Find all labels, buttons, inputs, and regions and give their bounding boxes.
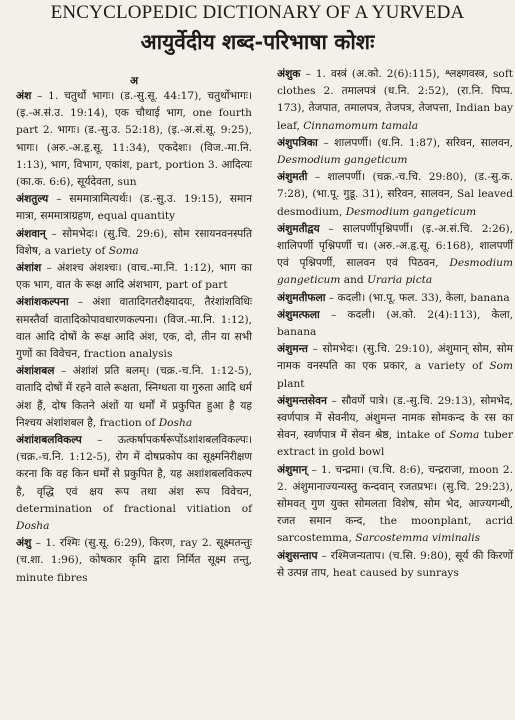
dictionary-entry (16, 260, 252, 294)
entry-headword: अंशुपत्रिका (277, 136, 318, 149)
entry-text: – 1. चन्द्रमा। (च.चि. 8:6), चन्द्रराजा, moon 2. 2. अंशुमानाज्यन्यस्तु कन्दवान् रजतप्रभः। (सु.चि. 29:23), सोमवत् गुण युक्त सोमलता विशेष, सोम भेद, आज्यगन्धी, रजत समान कन्द, the moonplant, acrid sarcostemma, (277, 463, 513, 545)
entry-headword: अंशुमन्त (277, 343, 308, 356)
entry-text: – सोमभेदः। (सु.चि. 29:10), अंशुमान् सोम, सोम नामक वनस्पति का एक प्रकार, a variety of (277, 343, 513, 373)
dictionary-entry (16, 88, 252, 191)
dictionary-entry (277, 290, 513, 307)
entry-italic: Sarcostemma viminalis (355, 532, 481, 545)
entry-text: – अंशा वातादिगतरौक्ष्यादयः, तैरंशांशविधिः समस्तैर्वा वातादिकोपावधारणकल्पना। (विज.-मा.नि. 1:12), वात आदि दोषों के रूक्ष आदि अंश, एक, दो, तीन या सभी गुणों का विवेचन, fraction analysis (16, 296, 252, 361)
dictionary-entry (277, 221, 513, 290)
entry-headword: अंश (16, 90, 32, 102)
dictionary-entry (16, 363, 252, 432)
dictionary-entry (16, 535, 252, 587)
entry-italic: Dosha (16, 520, 50, 533)
entry-italic: Uraria picta (367, 274, 433, 287)
entry-text: – सौवर्णे पात्रे। (ड.-सु.चि. 29:13), सोमभेद, स्वर्णपात्र में सेवनीय, अंशुमन्त नामक सोमकन्द के रस का सेवन, स्वर्णपात्र में सेवन श्रेष्ठ, intake of (277, 394, 513, 442)
entry-text: – कदली। (अ.को. 2(4):113), केला, banana (277, 308, 513, 339)
entry-italic: Soma (108, 244, 139, 257)
entry-headword: अंशुमतीद्वय (277, 222, 320, 235)
entry-headword: अंशु (16, 537, 32, 550)
dictionary-entry (16, 432, 252, 535)
entry-text: and (340, 274, 368, 287)
entry-headword: अंशांशबल (16, 365, 55, 378)
right-column (277, 66, 513, 582)
dictionary-entry (277, 169, 513, 221)
dictionary-entry (277, 135, 513, 169)
entry-headword: अंशुमत्फला (277, 308, 320, 321)
entry-italic: Desmodium gangeticum (345, 205, 477, 218)
page-title-english: ENCYCLOPEDIC DICTIONARY OF A YURVEDA (50, 2, 465, 23)
entry-headword: अंशुमन्तसेवन (277, 394, 327, 407)
entry-headword: अंशांश (16, 262, 42, 275)
entry-text: – कदली। (भा.पू. फल. 33), केला, banana (325, 291, 510, 304)
entry-italic: Soma (449, 429, 480, 442)
entry-headword: अंशवान् (16, 227, 46, 240)
entry-italic: Cinnamomum tamala (303, 119, 419, 132)
entry-text: – 1. वस्त्रं (अ.को. 2(6):115), श्लक्ष्णवस्त्र, soft clothes 2. तमालपत्रं (ध.नि. 2:52), (रा.नि. पिप्प. 173), तेजपात, तमालपत्र, तेजपत्र, तेजपत्ता, Indian bay leaf, (277, 68, 513, 132)
section-letter: अ (129, 75, 139, 87)
entry-text: – रश्मिजन्यताप। (च.सि. 9:80), सूर्य की किरणों से उत्पन्न ताप, heat caused by sunrays (277, 549, 513, 579)
dictionary-entry (16, 226, 252, 260)
entry-text: – सममात्रामित्यर्थः। (ड.-सु.उ. 19:15), समान मात्रा, सममात्राग्रहण, equal quantity (16, 193, 252, 223)
dictionary-entry (277, 462, 513, 548)
dictionary-entry (277, 341, 513, 393)
entry-headword: अंशुमती (277, 171, 308, 184)
entry-italic: Dosha (158, 416, 193, 429)
entry-text: – शालपर्णी। (चक्र.-च.चि. 29:80), (ड.-सु.क. 7:28), (भा.पू. गुडू. 31), सरिवन, सालवन, Sal leaved desmodium, (277, 171, 513, 218)
entry-headword: अंशांशकल्पना (16, 296, 69, 309)
dictionary-entry (277, 548, 513, 582)
entry-text: – शालपर्णी। (ध.नि. 1:87), सरिवन, सालवन, (317, 136, 513, 149)
entry-headword: अंशतुल्य (16, 193, 49, 206)
dictionary-entry (277, 393, 513, 462)
entry-text: – 1. चतुर्थो भागः। (ड.-सु.सू. 44:17), चतुर्थोभागः। (इ.-अ.सं.उ. 19:14), एक चौथाई भाग, one fourth part 2. भागः। (ड.-सु.उ. 52:18), (इ.-अ.सं.सू. 9:25), भागः। (अरु.-अ.हृ.सू. 11:34), एकदेशः। (विज.-मा.नि. 1:13), भाग, विभाग, एकांश, part, portion 3. आदित्यः (का.क. 6:6), सूर्यदेवता, sun (16, 90, 252, 189)
entry-text: – सालपर्णीपृश्निपर्णी। (इ.-अ.सं.चि. 2:26), शालिपर्णी पृश्निपर्णी च। (अरु.-अ.हृ.सू. 6:168), शालपर्णी एवं पृश्निपर्णी, सालवन एवं पिठवन, (277, 222, 513, 270)
entry-headword: अंशुक (277, 68, 301, 80)
entry-text: – अंशश्च अंशश्चः। (वाच.-मा.नि. 1:12), भाग का एक भाग, वात के रूक्ष आदि अंशभाग, part of part (16, 262, 252, 292)
entry-headword: अंशांशबलविकल्प (16, 434, 82, 447)
entry-text: – अंशांशं प्रति बलम्। (चक्र.-च.नि. 1:12-5), वातादि दोषों में रहने वाले रूक्षता, स्निग्धता या गुरुता आदि धर्म अंश हैं, दोष कितने अंशों या धर्मों में प्रकुपित हुआ है यह निश्चय अंशांशबल है, fraction of (16, 365, 252, 429)
dictionary-entry (277, 307, 513, 341)
entry-italic: Som (489, 360, 513, 373)
entry-text: – ऊत्कर्षापकर्षरूपोंऽशांशबलविकल्पः। (चक्र.-च.नि. 1:12-5), रोग में दोषप्रकोप का सूक्ष्मनिरीक्षण करना कि वह किन धर्मों से प्रकुपित है, यह अशांशबलविकल्प है, वृद्धि एवं क्षय रूप तथा अंश रूप विवेचन, determination of fractional vitiation of (16, 434, 252, 515)
entry-text: – सोमभेदः। (सु.चि. 29:6), सोम रसायनवनस्पति विशेष, a variety of (16, 227, 252, 257)
entry-italic: Desmodium gangeticum (277, 257, 513, 287)
page-title-hindi: आयुर्वेदीय शब्द-परिभाषा कोशः (140, 29, 375, 54)
entry-text: plant (277, 377, 305, 390)
entry-text: – 1. रश्मिः (सु.सू. 6:29), किरण, ray 2. सूक्ष्मतन्तुः (च.शा. 1:96), कोषकार कृमि द्वारा निर्मित सूक्ष्म तन्तु, minute fibres (16, 537, 252, 584)
entry-headword: अंशुमतीफला (277, 291, 326, 304)
dictionary-entry (277, 66, 513, 135)
entry-headword: अंशुसन्ताप (277, 549, 318, 562)
left-column (16, 58, 252, 587)
entry-italic: Desmodium gangeticum (277, 154, 408, 167)
dictionary-entry (16, 191, 252, 225)
dictionary-entry (16, 294, 252, 363)
entry-text: tuber extract in gold bowl (277, 429, 514, 459)
entry-headword: अंशुमान् (277, 463, 308, 476)
